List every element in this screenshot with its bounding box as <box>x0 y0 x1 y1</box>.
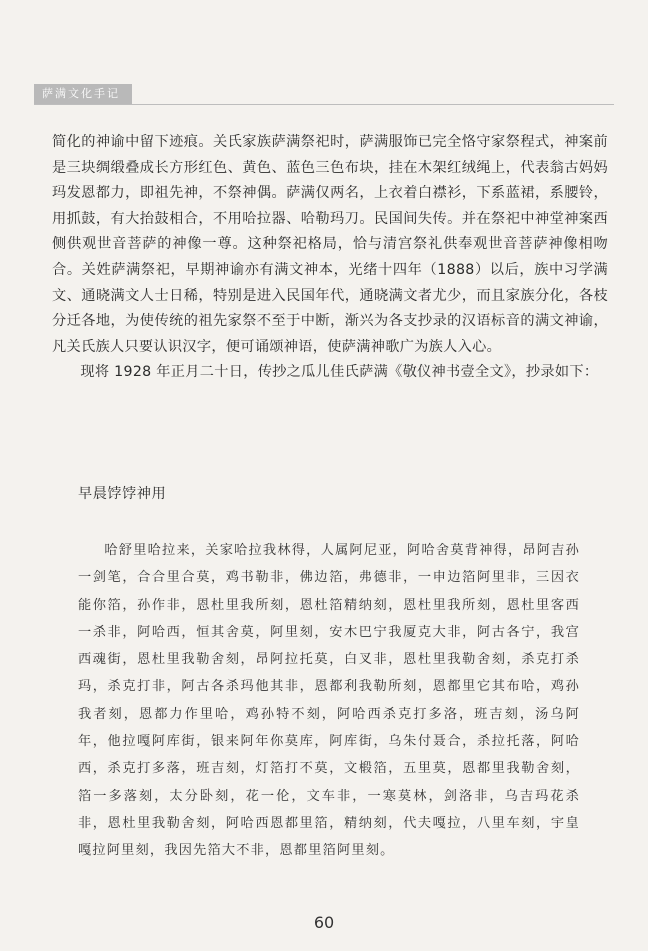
paragraph-1: 简化的神谕中留下迹痕。关氏家族萨满祭祀时，萨满服饰已完全恪守家祭程式，神案前是三块绸缎叠成长方形红色、黄色、蓝色三色布块，挂在木架红绒绳上，代表翁古妈妈玛发恩都力，即祖先神，不祭神偶。萨满仅两名，上衣着白襟衫，下系蓝裙，系腰铃，用抓鼓，有大抬鼓相合，不用哈拉器、哈勒玛刀。民国间失传。并在祭祀中神堂神案西侧供观世音菩萨的神像一尊。这种祭祀格局，恰与清宫祭礼供奉观世音菩萨神像相吻合。关姓萨满祭祀，早期神谕亦有满文神本，光绪十四年（1888）以后，族中习学满文、通晓满文人士日稀，特别是进入民国年代，通晓满文者尤少，而且家族分化，各枝分迁各地，为使传统的祖先家祭不至于中断，渐兴为各支抄录的汉语标音的满文神谕，凡关氏族人只要认识汉字，便可诵颂神语，使萨满神歌广为族人入心。 <box>52 134 608 355</box>
chapter-header-tag: 萨满文化手记 <box>34 84 132 104</box>
header-divider <box>34 104 614 105</box>
chant-paragraph: 哈舒里哈拉来，关家哈拉我林得，人属阿尼亚，阿哈舍莫背神得，昂阿吉孙一剑笔，合合里合莫，鸡书勒非，佛边箔，弗德非，一申边箔阿里非，三因衣能你箔，孙作非，恩杜里我所刻，恩杜箔精纳刻，恩杜里我所刻，恩杜里客西一杀非，阿哈西，恒其舍莫，阿里刻，安木巴宁我厦克大非，阿古各宁，我宫西魂街，恩杜里我勒舍刻，昂阿拉托莫，白叉非，恩杜里我勒舍刻，杀克打杀玛，杀克打非，阿古各杀玛他其非，恩都利我勒所刻，恩都里它其布哈，鸡孙我者刻，恩都力作里哈，鸡孙特不刻，阿哈西杀克打多洛，班吉刻，汤乌阿年，他拉嘎阿库街，银来阿年你莫库，阿库街，乌朱付聂合，杀拉托落，阿哈西，杀克打多落，班吉刻，灯箔打不莫，文椴箔，五里莫，恩都里我勒舍刻，箔一多落刻，太分卧刻，花一伦，文车非，一寒莫林，剑洛非，乌吉玛花杀非，恩杜里我勒舍刻，阿哈西恩都里箔，精纳刻，代夫嘎拉，八里车刻，宇皇嘎拉阿里刻，我因先箔大不非，恩都里箔阿里刻。 <box>78 543 580 859</box>
paragraph-2: 现将 1928 年正月二十日，传抄之瓜儿佳氏萨满《敬仪神书壹全文》，抄录如下： <box>80 364 599 381</box>
transcribed-chant <box>78 537 580 865</box>
page-number: 60 <box>313 913 335 932</box>
body-text <box>52 130 608 386</box>
section-heading: 早晨饽饽神用 <box>78 486 167 502</box>
